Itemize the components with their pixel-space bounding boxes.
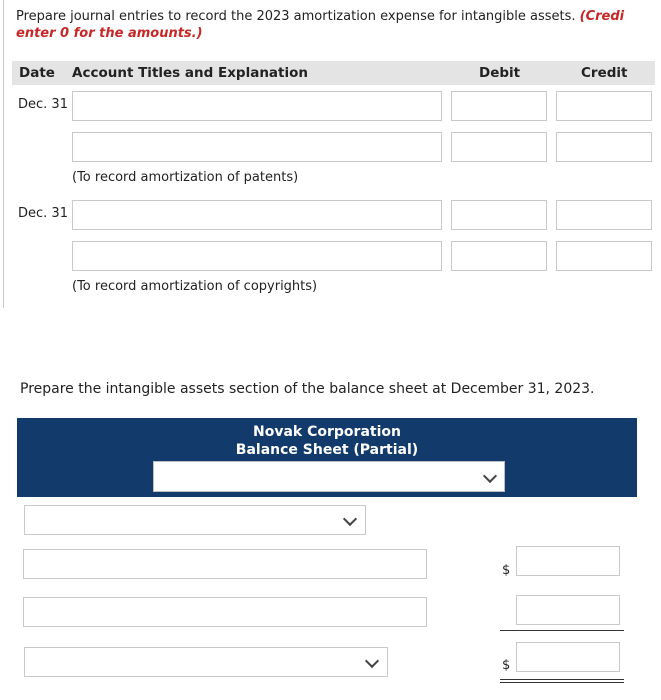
subtotal-rule xyxy=(500,630,624,631)
instructions-line1: Prepare journal entries to record the 2023 amortization expense for intangible assets. (Credi xyxy=(16,9,625,24)
entry1-credit-input[interactable] xyxy=(556,91,652,121)
balance-sheet-prompt: Prepare the intangible assets section of the balance sheet at December 31, 2023. xyxy=(20,381,595,397)
bs-line2-input[interactable] xyxy=(23,597,427,627)
header-date: Date xyxy=(19,65,55,81)
entry2-date: Dec. 31 xyxy=(18,206,68,221)
instructions xyxy=(16,8,661,42)
entry1-account-input[interactable] xyxy=(72,91,442,121)
entry2-debit-input[interactable] xyxy=(451,200,547,230)
total-rule-top xyxy=(500,679,624,680)
bs-line1-input[interactable] xyxy=(23,549,427,579)
total-select[interactable] xyxy=(24,647,388,677)
entry1-date: Dec. 31 xyxy=(18,97,68,112)
chevron-down-icon xyxy=(343,512,357,526)
header-credit: Credit xyxy=(581,65,628,81)
left-border xyxy=(3,0,4,308)
dollar-sign: $ xyxy=(502,658,511,673)
entry1-debit-input[interactable] xyxy=(451,91,547,121)
entry1-debit-input-2[interactable] xyxy=(451,132,547,162)
table-header xyxy=(12,61,655,85)
header-account: Account Titles and Explanation xyxy=(72,65,309,81)
entry2-debit-input-2[interactable] xyxy=(451,241,547,271)
entry1-explanation: (To record amortization of patents) xyxy=(72,170,299,185)
bs-line1-amount[interactable] xyxy=(516,546,620,576)
instructions-line2: enter 0 for the amounts.) xyxy=(16,26,203,41)
entry1-credit-input-2[interactable] xyxy=(556,132,652,162)
chevron-down-icon xyxy=(483,469,497,483)
entry2-explanation: (To record amortization of copyrights) xyxy=(72,279,318,294)
company-name: Novak Corporation xyxy=(253,424,401,440)
total-rule-bottom xyxy=(500,682,624,683)
entry2-credit-input-2[interactable] xyxy=(556,241,652,271)
entry2-account-input[interactable] xyxy=(72,200,442,230)
chevron-down-icon xyxy=(365,654,379,668)
dollar-sign: $ xyxy=(502,563,511,578)
date-select[interactable] xyxy=(153,461,505,492)
entry2-account-input-2[interactable] xyxy=(72,241,442,271)
statement-title: Balance Sheet (Partial) xyxy=(235,442,419,458)
balance-sheet-header xyxy=(17,418,637,497)
category-select[interactable] xyxy=(24,505,366,535)
entry2-credit-input[interactable] xyxy=(556,200,652,230)
header-debit: Debit xyxy=(479,65,521,81)
bs-line2-amount[interactable] xyxy=(516,595,620,625)
entry1-account-input-2[interactable] xyxy=(72,132,442,162)
bs-total-amount[interactable] xyxy=(516,642,620,672)
